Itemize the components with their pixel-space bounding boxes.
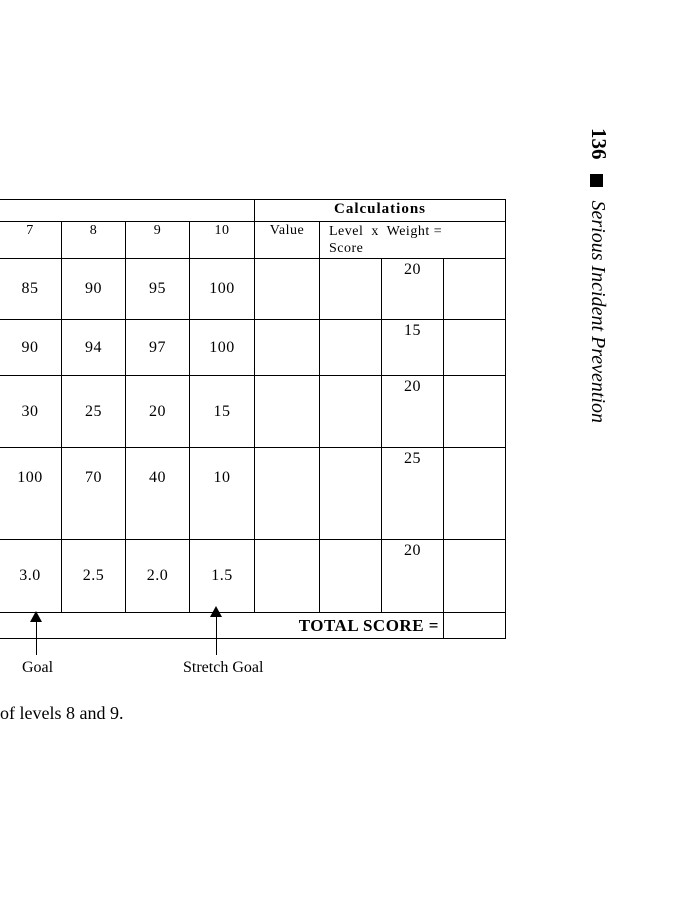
row3-level9: 20	[125, 375, 190, 448]
row5-level9: 2.0	[125, 539, 190, 613]
row4-value	[254, 447, 320, 540]
row3-level8: 25	[61, 375, 126, 448]
row2-level9: 97	[125, 319, 190, 376]
level-header-9: 9	[125, 221, 190, 259]
running-header	[586, 128, 611, 423]
row5-level-cell	[319, 539, 382, 613]
row3-weight: 20	[381, 375, 444, 448]
row1-level7: 85	[0, 258, 62, 320]
row2-level7: 90	[0, 319, 62, 376]
value-header: Value	[254, 221, 320, 259]
row4-level8: 70	[61, 447, 126, 540]
calculations-header: Calculations	[254, 199, 506, 222]
row1-level-cell	[319, 258, 382, 320]
row4-level10: 10	[189, 447, 255, 540]
table-header-left-blank	[0, 199, 255, 222]
row1-level10: 100	[189, 258, 255, 320]
row1-level9: 95	[125, 258, 190, 320]
row2-level-cell	[319, 319, 382, 376]
row4-level7: 100	[0, 447, 62, 540]
row2-level8: 94	[61, 319, 126, 376]
row5-score	[443, 539, 506, 613]
row3-level7: 30	[0, 375, 62, 448]
row4-score	[443, 447, 506, 540]
row3-level10: 15	[189, 375, 255, 448]
goal-arrow-shaft	[36, 620, 37, 655]
total-score-value	[443, 612, 506, 639]
row2-level10: 100	[189, 319, 255, 376]
book-title: Serious Incident Prevention	[587, 200, 609, 424]
row5-level10: 1.5	[189, 539, 255, 613]
row2-value	[254, 319, 320, 376]
row4-weight: 25	[381, 447, 444, 540]
stretch-goal-arrow-shaft	[216, 615, 217, 655]
total-score-label: TOTAL SCORE =	[0, 612, 444, 639]
row1-value	[254, 258, 320, 320]
row3-level-cell	[319, 375, 382, 448]
stretch-goal-label: Stretch Goal	[183, 659, 264, 676]
row1-weight: 20	[381, 258, 444, 320]
goal-label: Goal	[22, 659, 54, 676]
row5-level8: 2.5	[61, 539, 126, 613]
level-header-8: 8	[61, 221, 126, 259]
row5-value	[254, 539, 320, 613]
row1-score	[443, 258, 506, 320]
score-header-line2: Score	[329, 241, 364, 256]
level-header-7: 7	[0, 221, 62, 259]
row4-level9: 40	[125, 447, 190, 540]
row3-value	[254, 375, 320, 448]
footnote-text: of levels 8 and 9.	[0, 703, 124, 723]
score-header	[319, 221, 506, 259]
row3-score	[443, 375, 506, 448]
row5-weight: 20	[381, 539, 444, 613]
row1-level8: 90	[61, 258, 126, 320]
level-header-10: 10	[189, 221, 255, 259]
row5-level7: 3.0	[0, 539, 62, 613]
page-number: 136	[587, 128, 611, 160]
row2-weight: 15	[381, 319, 444, 376]
row2-score	[443, 319, 506, 376]
row4-level-cell	[319, 447, 382, 540]
score-header-line1: Level x Weight =	[329, 224, 443, 239]
square-bullet-icon	[590, 174, 603, 187]
